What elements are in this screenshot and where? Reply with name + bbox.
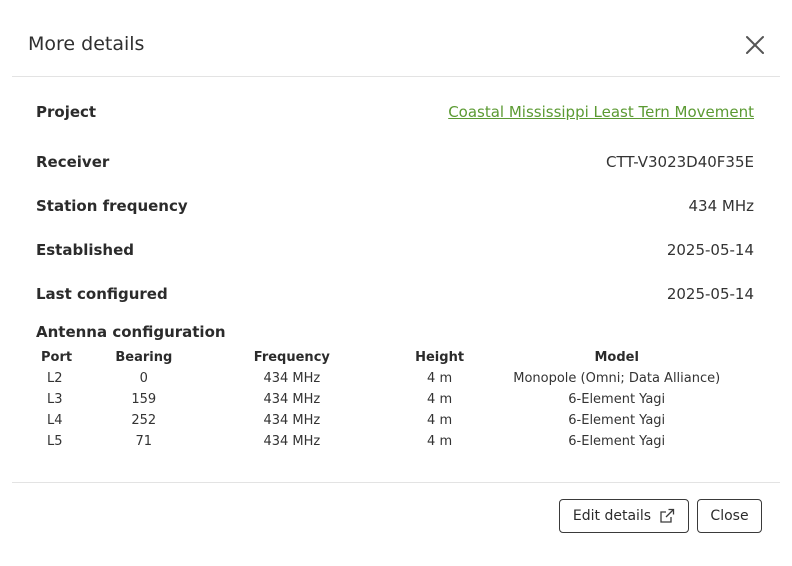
bearing-cell: 159 — [131, 392, 157, 407]
receiver-row — [36, 140, 754, 184]
details-list — [36, 96, 754, 316]
port-cell: L2 — [47, 371, 63, 386]
model-cell: 6-Element Yagi — [568, 392, 666, 407]
station-frequency-row — [36, 184, 754, 228]
established-row — [36, 228, 754, 272]
column-header-bearing: Bearing — [115, 350, 173, 365]
project-link[interactable]: Coastal Mississippi Least Tern Movement — [448, 103, 754, 121]
table-row — [36, 431, 754, 452]
height-cell: 4 m — [427, 413, 453, 428]
last-configured-label: Last configured — [36, 285, 168, 303]
close-icon[interactable] — [744, 34, 766, 56]
edit-details-button[interactable] — [559, 499, 689, 533]
port-cell: L4 — [47, 413, 63, 428]
frequency-cell: 434 MHz — [263, 434, 321, 449]
model-cell: 6-Element Yagi — [568, 434, 666, 449]
column-header-height: Height — [415, 350, 465, 365]
frequency-cell: 434 MHz — [263, 413, 321, 428]
column-header-port: Port — [41, 350, 73, 365]
antenna-configuration — [36, 320, 754, 452]
table-row — [36, 389, 754, 410]
station-frequency-value: 434 MHz — [688, 197, 754, 215]
last-configured-value: 2025-05-14 — [666, 285, 754, 303]
bearing-cell: 71 — [135, 434, 153, 449]
table-row — [36, 410, 754, 431]
height-cell: 4 m — [427, 371, 453, 386]
antenna-table-header — [36, 347, 754, 368]
bearing-cell: 252 — [131, 413, 157, 428]
frequency-cell: 434 MHz — [263, 392, 321, 407]
model-cell: 6-Element Yagi — [568, 413, 666, 428]
table-row — [36, 368, 754, 389]
station-frequency-label: Station frequency — [36, 197, 188, 215]
last-configured-row — [36, 272, 754, 316]
bearing-cell: 0 — [139, 371, 148, 386]
port-cell: L5 — [47, 434, 63, 449]
height-cell: 4 m — [427, 392, 453, 407]
dialog-title: More details — [28, 33, 145, 55]
frequency-cell: 434 MHz — [263, 371, 321, 386]
receiver-label: Receiver — [36, 153, 110, 171]
project-row — [36, 96, 754, 128]
dialog-header — [12, 0, 780, 77]
close-button[interactable]: Close — [697, 499, 762, 533]
model-cell: Monopole (Omni; Data Alliance) — [513, 371, 721, 386]
dialog-footer — [12, 482, 780, 566]
established-value: 2025-05-14 — [666, 241, 754, 259]
edit-details-label: Edit details — [572, 508, 652, 524]
column-header-frequency: Frequency — [253, 350, 330, 365]
established-label: Established — [36, 241, 135, 259]
external-link-icon — [659, 508, 675, 524]
column-header-model: Model — [594, 350, 639, 365]
antenna-configuration-title: Antenna configuration — [36, 323, 226, 341]
antenna-table — [36, 347, 754, 452]
project-label: Project — [36, 103, 97, 121]
port-cell: L3 — [47, 392, 63, 407]
height-cell: 4 m — [427, 434, 453, 449]
receiver-value: CTT-V3023D40F35E — [606, 153, 754, 171]
